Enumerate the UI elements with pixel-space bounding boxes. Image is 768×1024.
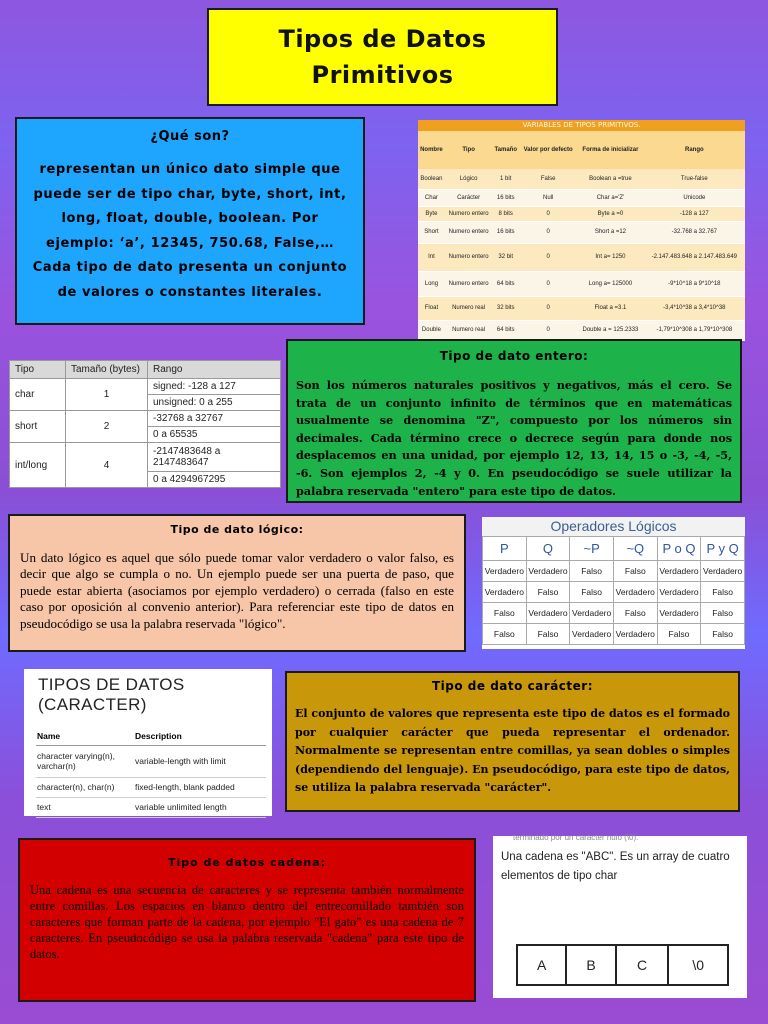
variables-table-header: VARIABLES DE TIPOS PRIMITIVOS. xyxy=(418,120,745,131)
size-range-table xyxy=(9,360,281,488)
size-range: 0 a 4294967295 xyxy=(148,471,281,487)
title-box xyxy=(207,8,558,106)
variables-row xyxy=(418,189,745,206)
variables-cell: Char a='Z' xyxy=(577,189,643,206)
logico-body: Un dato lógico es aquel que sólo puede tomar valor verdadero o valor falso, es decir que algo se cumpla o no. Un ejemplo puede ser una puerta de paso, que puede estar abierta (asociamos por ejemplo verdadero) o cerrada (falso en este caso por oposición al convenio anterior). Para referenciar este tipo de datos en pseudocódigo se usa la palabra reservada "lógico". xyxy=(20,550,454,631)
variables-col: Tamaño xyxy=(492,131,519,169)
abc-example-image xyxy=(493,833,747,998)
ops-row xyxy=(483,582,745,603)
operadores-title: Operadores Lógicos xyxy=(482,517,745,536)
abc-example-text: Una cadena es "ABC". Es un array de cuatro elementos de tipo char xyxy=(501,851,730,882)
variables-cell: 8 bits xyxy=(492,206,519,221)
ops-col: P o Q xyxy=(657,537,701,561)
ops-cell: Verdadero xyxy=(526,603,570,624)
variables-cell: 0 xyxy=(519,296,577,320)
variables-cell: Unicode xyxy=(644,189,745,206)
variables-cell: Float xyxy=(418,296,445,320)
caracter-box xyxy=(285,671,740,812)
ops-row xyxy=(483,603,745,624)
caracter-cell: character(n), char(n) xyxy=(36,777,134,797)
variables-cell: Byte xyxy=(418,206,445,221)
ops-row xyxy=(483,561,745,582)
size-col: Tipo xyxy=(10,361,66,379)
variables-cell: Lógico xyxy=(445,169,492,189)
entero-heading: Tipo de dato entero: xyxy=(439,349,589,363)
caracter-cell: fixed-length, blank padded xyxy=(134,777,266,797)
variables-col: Rango xyxy=(644,131,745,169)
ops-cell: Verdadero xyxy=(657,582,701,603)
variables-cell: 32 bit xyxy=(492,243,519,271)
size-bytes: 2 xyxy=(66,411,148,443)
que-son-box xyxy=(15,117,365,325)
cadena-heading: Tipo de datos cadena: xyxy=(167,856,327,869)
variables-cell: -3,4*10^38 a 3,4*10^38 xyxy=(644,296,745,320)
ops-cell: Falso xyxy=(570,561,614,582)
ops-cell: Falso xyxy=(657,624,701,645)
variables-row xyxy=(418,296,745,320)
ops-cell: Falso xyxy=(701,624,745,645)
size-range: -2147483648 a 2147483647 xyxy=(148,443,281,472)
ops-cell: Falso xyxy=(613,561,657,582)
operadores-table xyxy=(482,536,745,645)
variables-cell: Long xyxy=(418,271,445,296)
variables-cell: 16 bits xyxy=(492,189,519,206)
variables-col: Forma de inicializar xyxy=(577,131,643,169)
ops-row xyxy=(483,624,745,645)
size-tipo: int/long xyxy=(10,443,66,488)
variables-row xyxy=(418,243,745,271)
variables-col: Tipo xyxy=(445,131,492,169)
cadena-box xyxy=(18,838,476,1002)
variables-cell: Double xyxy=(418,320,445,340)
que-son-heading: ¿Qué son? xyxy=(150,129,230,144)
ops-cell: Verdadero xyxy=(570,624,614,645)
variables-cell: 16 bits xyxy=(492,221,519,243)
variables-cell: Char xyxy=(418,189,445,206)
caracter-cell: text xyxy=(36,797,134,817)
ops-cell: Verdadero xyxy=(657,561,701,582)
ops-col: ~Q xyxy=(613,537,657,561)
variables-cell: 64 bits xyxy=(492,271,519,296)
operadores-logicos-image xyxy=(482,517,745,649)
variables-cell: Short xyxy=(418,221,445,243)
caracter-heading: Tipo de dato carácter: xyxy=(432,679,593,693)
variables-cell: Long a= 125000 xyxy=(577,271,643,296)
caracter-col: Description xyxy=(134,727,266,745)
size-range-table-image xyxy=(9,360,281,488)
abc-cell: B xyxy=(566,945,615,985)
ops-col: ~P xyxy=(570,537,614,561)
variables-row xyxy=(418,271,745,296)
variables-cell: Boolean a =true xyxy=(577,169,643,189)
variables-cell: -9*10^18 a 9*10^18 xyxy=(644,271,745,296)
caracter-cell: variable unlimited length xyxy=(134,797,266,817)
size-col: Tamaño (bytes) xyxy=(66,361,148,379)
ops-cell: Verdadero xyxy=(483,561,527,582)
caracter-table-title: TIPOS DE DATOS (CARACTER) xyxy=(38,675,185,714)
variables-col: Nombre xyxy=(418,131,445,169)
abc-cut-text: terminado por un carácter nulo (\0). xyxy=(513,833,639,842)
variables-cell: Null xyxy=(519,189,577,206)
entero-box xyxy=(286,339,742,503)
size-bytes: 4 xyxy=(66,443,148,488)
variables-cell: Double a = 125.2333 xyxy=(577,320,643,340)
variables-cell: Numero entero xyxy=(445,221,492,243)
ops-cell: Falso xyxy=(701,582,745,603)
variables-cell: Numero real xyxy=(445,320,492,340)
logico-heading: Tipo de dato lógico: xyxy=(170,523,304,536)
caracter-table xyxy=(36,727,266,818)
ops-cell: Verdadero xyxy=(526,561,570,582)
abc-array xyxy=(516,944,729,986)
ops-col: P xyxy=(483,537,527,561)
ops-cell: Falso xyxy=(701,603,745,624)
ops-cell: Falso xyxy=(526,624,570,645)
caracter-cell: variable-length with limit xyxy=(134,745,266,777)
size-range: 0 a 65535 xyxy=(148,427,281,443)
variables-cell: 64 bits xyxy=(492,320,519,340)
title-line-2: Primitivos xyxy=(311,61,454,89)
variables-cell: False xyxy=(519,169,577,189)
variables-cell: 32 bits xyxy=(492,296,519,320)
ops-cell: Verdadero xyxy=(570,603,614,624)
ops-cell: Verdadero xyxy=(657,603,701,624)
ops-cell: Falso xyxy=(526,582,570,603)
abc-cell: A xyxy=(517,945,566,985)
variables-cell: 0 xyxy=(519,243,577,271)
variables-cell: 0 xyxy=(519,320,577,340)
variables-cell: Numero entero xyxy=(445,271,492,296)
variables-table-image xyxy=(418,120,745,333)
variables-cell: 0 xyxy=(519,271,577,296)
variables-cell: Boolean xyxy=(418,169,445,189)
variables-cell: -2.147.483.648 a 2.147.483.649 xyxy=(644,243,745,271)
variables-table xyxy=(418,131,745,341)
variables-row xyxy=(418,320,745,340)
abc-cell: \0 xyxy=(668,945,728,985)
variables-cell: Numero entero xyxy=(445,243,492,271)
title-line-1: Tipos de Datos xyxy=(278,25,487,53)
variables-row xyxy=(418,169,745,189)
logico-box xyxy=(8,514,466,652)
variables-cell: Byte a =0 xyxy=(577,206,643,221)
abc-cell: C xyxy=(616,945,669,985)
variables-col: Valor por defecto xyxy=(519,131,577,169)
ops-cell: Falso xyxy=(483,603,527,624)
caracter-col: Name xyxy=(36,727,134,745)
size-range: -32768 a 32767 xyxy=(148,411,281,427)
ops-cell: Falso xyxy=(483,624,527,645)
cadena-body: Una cadena es una secuencia de caracteres y se representa también normalmente entre comillas. Los espacios en blanco dentro del entrecomillado también son caracteres que forman parte de la cadena, por ejemplo "El gato" es una cadena de 7 caracteres. En pseudocódigo se usa la palabra reservada "cadena" para este tipo de datos. xyxy=(30,883,464,961)
variables-cell: Carácter xyxy=(445,189,492,206)
variables-cell: Int xyxy=(418,243,445,271)
variables-cell: Float a =3.1 xyxy=(577,296,643,320)
caracter-cell: character varying(n), varchar(n) xyxy=(36,745,134,777)
variables-cell: Int a= 1250 xyxy=(577,243,643,271)
ops-col: Q xyxy=(526,537,570,561)
entero-body: Son los números naturales positivos y negativos, más el cero. Se trata de un conjunto infinito de términos que en matemáticas usualmente se denomina "Z", compuesto por los números sin decimales. Cada término crece o decrece según para donde nos desplacemos en una unidad, por ejemplo 12, 13, 14, 15 o -3, -4, -5, -6. Son ejemplos 2, -4 y 0. En pseudocódigo se suele utilizar la palabra reservada "entero" para este tipo de datos. xyxy=(296,378,732,498)
size-col: Rango xyxy=(148,361,281,379)
variables-cell: -32.768 a 32.767 xyxy=(644,221,745,243)
variables-cell: 1 bit xyxy=(492,169,519,189)
page-title xyxy=(278,21,486,93)
variables-cell: -128 a 127 xyxy=(644,206,745,221)
ops-cell: Falso xyxy=(613,603,657,624)
variables-cell: 0 xyxy=(519,221,577,243)
ops-col: P y Q xyxy=(701,537,745,561)
ops-cell: Verdadero xyxy=(483,582,527,603)
que-son-body: representan un único dato simple que puede ser de tipo char, byte, short, int, long, float, double, boolean. Por ejemplo: ‘a’, 12345, 750.68, False,… Cada tipo de dato presenta un conjunto de valores o constantes literales. xyxy=(32,162,348,300)
variables-row xyxy=(418,206,745,221)
variables-cell: Short a =12 xyxy=(577,221,643,243)
caracter-body: El conjunto de valores que representa este tipo de datos es el formado por cualquier carácter que pueda representar el ordenador. Normalmente se representan entre comillas, ya sean dobles o simples (dependiendo del lenguaje). En pseudocódigo, para este tipo de datos, se utiliza la palabra reservada "carácter". xyxy=(295,707,730,795)
variables-cell: -1,79*10^308 a 1,79*10^308 xyxy=(644,320,745,340)
size-tipo: char xyxy=(10,379,66,411)
ops-cell: Verdadero xyxy=(613,624,657,645)
size-tipo: short xyxy=(10,411,66,443)
caracter-table-image xyxy=(24,669,272,816)
ops-cell: Verdadero xyxy=(613,582,657,603)
ops-cell: Verdadero xyxy=(701,561,745,582)
variables-cell: Numero real xyxy=(445,296,492,320)
size-range: unsigned: 0 a 255 xyxy=(148,395,281,411)
ops-cell: Falso xyxy=(570,582,614,603)
variables-cell: True-false xyxy=(644,169,745,189)
size-bytes: 1 xyxy=(66,379,148,411)
variables-cell: Numero entero xyxy=(445,206,492,221)
size-range: signed: -128 a 127 xyxy=(148,379,281,395)
variables-cell: 0 xyxy=(519,206,577,221)
variables-row xyxy=(418,221,745,243)
